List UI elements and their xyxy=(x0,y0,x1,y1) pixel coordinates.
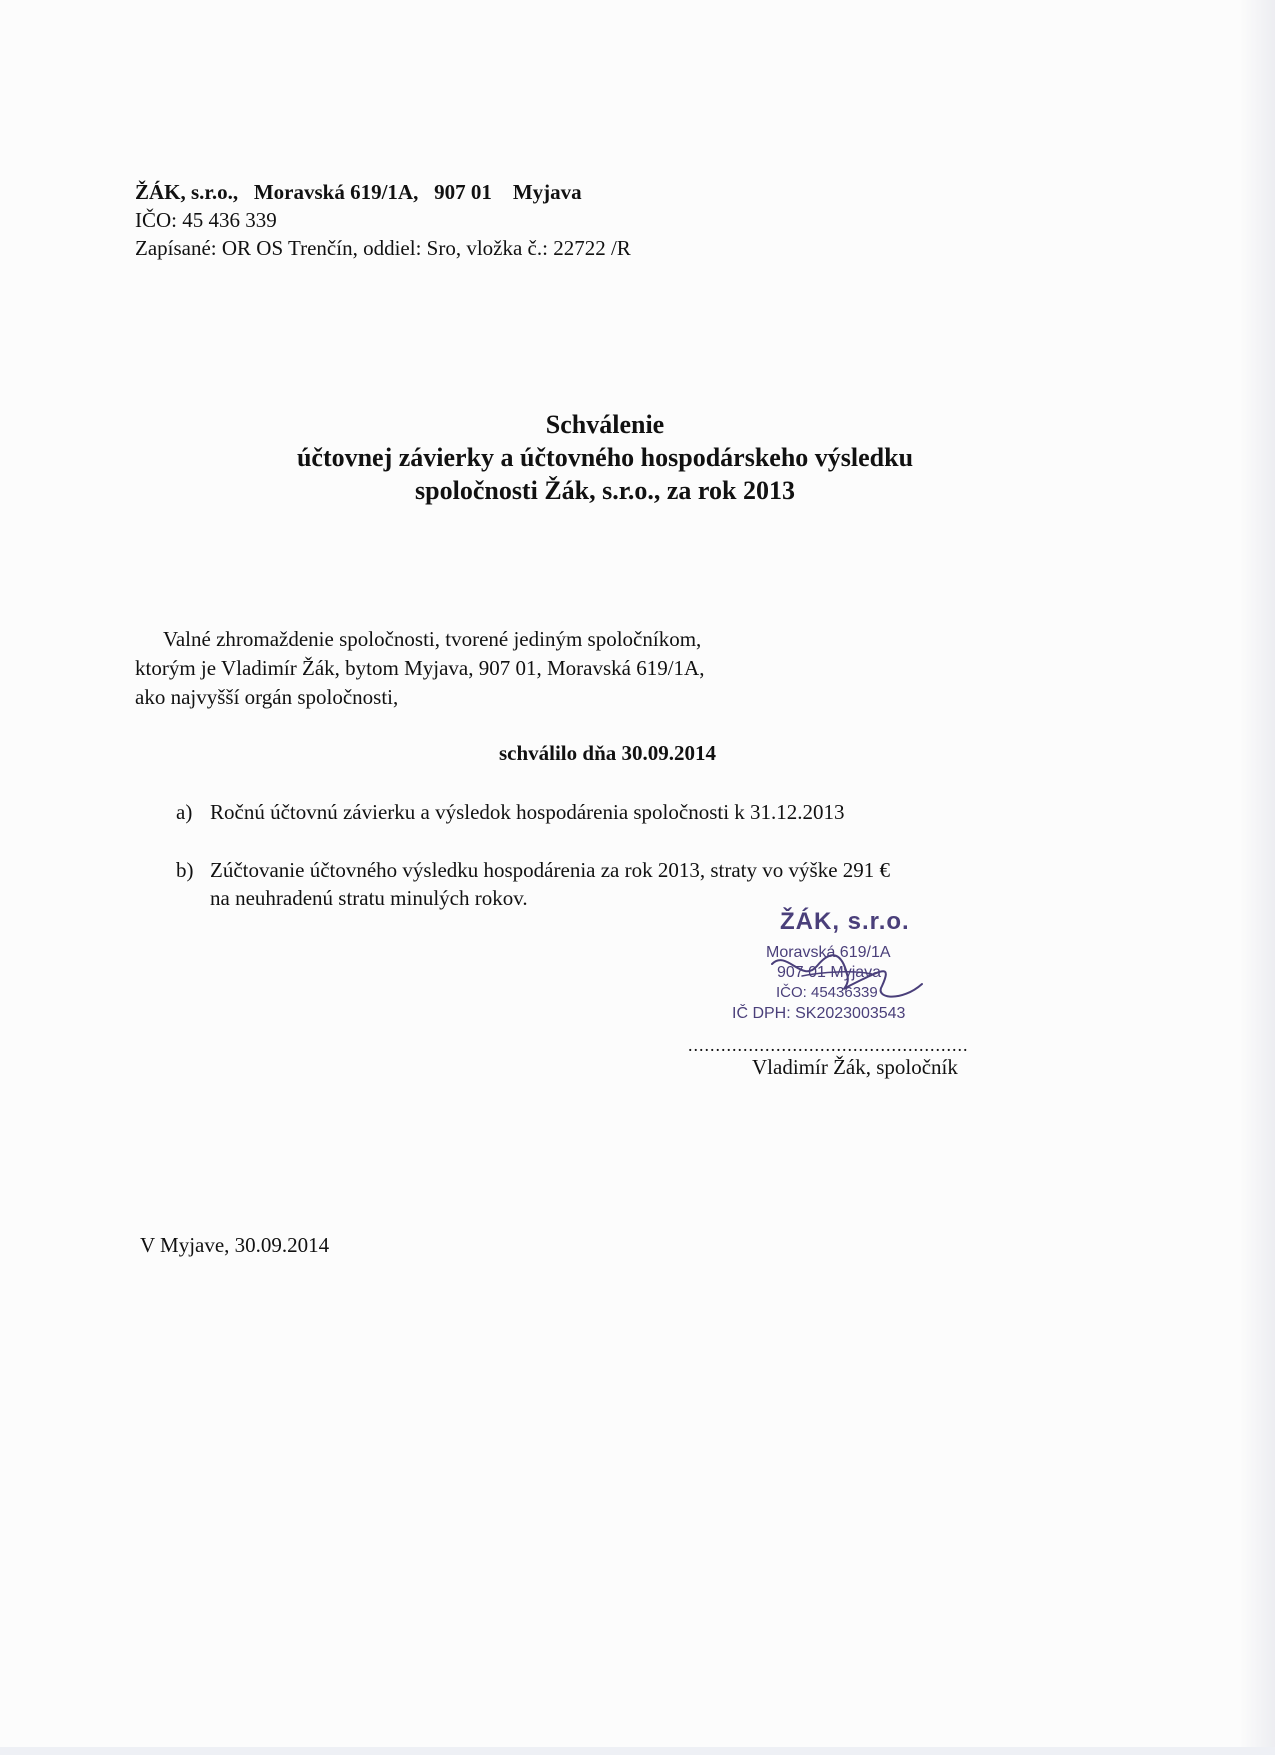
scan-edge-bottom xyxy=(0,1747,1275,1755)
title-line-1: Schválenie xyxy=(545,410,665,439)
intro-paragraph xyxy=(135,625,704,712)
company-header xyxy=(135,178,631,262)
place-and-date: V Myjave, 30.09.2014 xyxy=(140,1233,330,1257)
item-text: Ročnú účtovnú závierku a výsledok hospodárenia spoločnosti k 31.12.2013 xyxy=(210,800,845,824)
handwritten-signature xyxy=(762,944,932,1014)
stamp-city: 907 01 Myjava xyxy=(777,964,882,981)
company-ico: IČO: 45 436 339 xyxy=(135,208,277,232)
stamp-dph: IČ DPH: SK2023003543 xyxy=(732,1005,906,1022)
intro-line-3: ako najvyšší orgán spoločnosti, xyxy=(135,685,399,709)
intro-line-1: Valné zhromaždenie spoločnosti, tvorené jediným spoločníkom, xyxy=(163,627,702,651)
item-text: Zúčtovanie účtovného výsledku hospodárenia za rok 2013, straty vo výške 291 € xyxy=(210,858,891,882)
signer-name: Vladimír Žák, spoločník xyxy=(752,1055,958,1079)
item-text-continued: na neuhradenú stratu minulých rokov. xyxy=(210,886,528,910)
company-registration: Zapísané: OR OS Trenčín, oddiel: Sro, vložka č.: 22722 /R xyxy=(135,236,631,260)
signature-line: ................................................... xyxy=(688,1035,969,1055)
stamp-address: Moravská 619/1A xyxy=(766,944,891,961)
scan-edge-shadow xyxy=(1239,0,1275,1755)
resolution-item-b xyxy=(176,856,890,912)
document-title xyxy=(0,408,1210,507)
title-line-3: spoločnosti Žák, s.r.o., za rok 2013 xyxy=(415,476,795,505)
item-marker: b) xyxy=(176,858,194,882)
stamp-company-name: ŽÁK, s.r.o. xyxy=(780,908,910,935)
resolution-item-a xyxy=(176,798,845,826)
stamp-ico: IČO: 45436339 xyxy=(776,984,878,1001)
intro-line-2: ktorým je Vladimír Žák, bytom Myjava, 907 01, Moravská 619/1A, xyxy=(135,656,705,680)
item-marker: a) xyxy=(176,800,193,824)
title-line-2: účtovnej závierky a účtovného hospodárskeho výsledku xyxy=(296,443,914,472)
company-name-address: ŽÁK, s.r.o., Moravská 619/1A, 907 01 Myjava xyxy=(135,180,582,204)
approval-date-heading: schválilo dňa 30.09.2014 xyxy=(498,741,717,765)
